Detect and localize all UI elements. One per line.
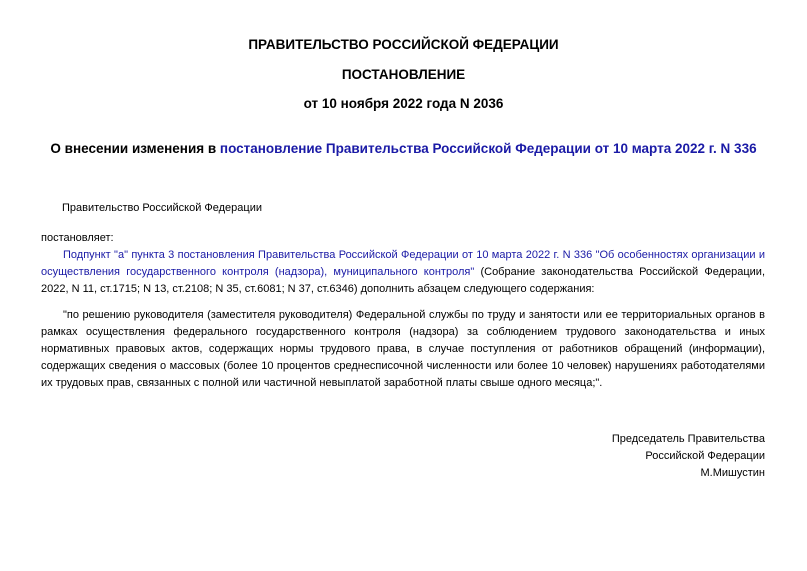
signatory-position: Председатель Правительства (611, 433, 765, 445)
title-prefix: О внесении изменения в (50, 141, 220, 156)
amendment-reference: (Собрание законодательства Российской Федерации, 2022, N 11, ст.1715; N 13, ст.2108; N 35, ст.6081; N 37, ст.6346) дополнить абзацем следующего содержания: (41, 266, 765, 295)
document-type: ПОСТАНОВЛЕНИЕ (341, 67, 466, 82)
document-title (0, 141, 807, 157)
paragraph-new-text: "по решению руководителя (заместителя руководителя) Федеральной службы по труду и занятости или ее территориальных органов в рамках осуществления федерального государственного контроля (надзора) за соблюдением трудового законодательства и иных нормативных правовых актов, содержащих нормы трудового права, в случае поступления от работников обращений (информации), содержащих сведения о массовых (более 10 процентов среднесписочной численности или более 10 человек) нарушениях работодателями их трудовых прав, связанных с полной или частичной невыплатой заработной платы свыше одного месяца;". (41, 309, 765, 389)
signatory-name: М.Мишустин (700, 467, 765, 479)
resolves-text: постановляет: (41, 232, 114, 244)
title-amended-act-link[interactable]: постановление Правительства Российской Федерации от 10 марта 2022 г. N 336 (219, 141, 757, 156)
document-date-number: от 10 ноября 2022 года N 2036 (303, 96, 504, 111)
signatory-organization: Российской Федерации (645, 450, 765, 462)
issuer-text: Правительство Российской Федерации (62, 202, 262, 214)
amended-clause-link[interactable]: Подпункт "а" пункта 3 постановления Правительства Российской Федерации от 10 марта 2022 г. N 336 "Об особенностях организации и осуществления государственного контроля (надзора), муниципального контроля" (41, 249, 765, 278)
paragraph-amendment (41, 247, 765, 298)
government-heading: ПРАВИТЕЛЬСТВО РОССИЙСКОЙ ФЕДЕРАЦИИ (248, 37, 559, 52)
